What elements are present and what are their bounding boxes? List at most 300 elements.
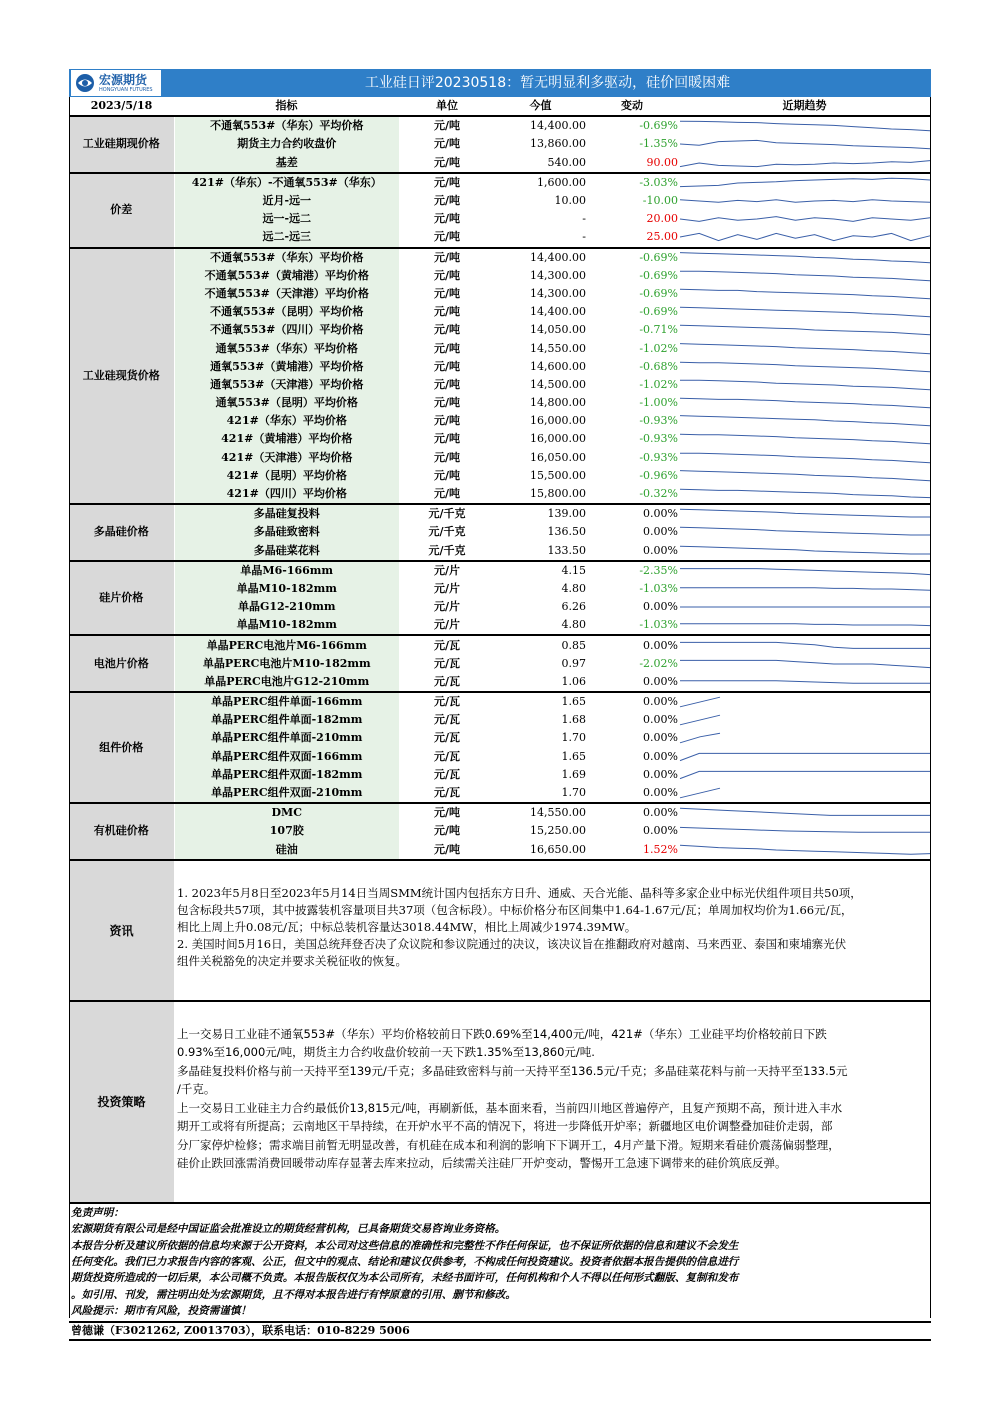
- table-row: [69, 449, 931, 467]
- sparkline-series: [680, 624, 930, 626]
- sparkline-chart: [678, 175, 931, 191]
- table-row: [69, 542, 931, 561]
- unit-cell: 元/吨: [433, 323, 461, 337]
- sparkline-series: [680, 178, 930, 186]
- unit-cell: 元/吨: [433, 842, 461, 856]
- indicator-name: 单晶PERC组件单面-166mm: [174, 692, 399, 711]
- indicator-name: 不通氧553#（天津港）平均价格: [174, 285, 399, 303]
- unit-cell: 元/瓦: [433, 713, 461, 727]
- indicator-name: 多晶硅复投料: [174, 504, 399, 523]
- trend-sparkline: [678, 822, 931, 840]
- value-cell: 136.50: [547, 525, 586, 539]
- table-row: [69, 376, 931, 394]
- sparkline-series: [680, 380, 930, 390]
- unit-cell: 元/瓦: [433, 749, 461, 763]
- value-cell: 4.15: [495, 561, 586, 580]
- change-cell: 0.00%: [586, 803, 678, 822]
- unit-cell: 元/吨: [433, 137, 461, 151]
- table-row: [69, 711, 931, 729]
- sparkline-chart: [678, 268, 931, 284]
- table-row: [69, 616, 931, 635]
- sparkline-series: [680, 715, 720, 725]
- value-cell: 1.69: [561, 767, 586, 781]
- unit-cell: 元/瓦: [433, 674, 461, 688]
- sparkline-series: [680, 470, 930, 480]
- indicator-name: 通氧553#（黄埔港）平均价格: [174, 358, 399, 376]
- change-cell: -1.00%: [639, 396, 678, 410]
- indicator-name: 单晶M10-182mm: [174, 616, 399, 635]
- unit-cell: 元/瓦: [399, 692, 495, 711]
- sparkline-chart: [678, 767, 931, 783]
- indicator-name: 不通氧553#（华东）平均价格: [174, 116, 399, 135]
- unit-cell: 元/瓦: [399, 635, 495, 654]
- news-section: [69, 859, 931, 1000]
- report-date: 2023/5/18: [69, 97, 174, 116]
- unit-cell: 元/片: [433, 600, 461, 614]
- table-row: [69, 523, 931, 541]
- sparkline-series: [680, 808, 930, 815]
- sparkline-chart: [678, 524, 931, 540]
- sparkline-chart: [678, 118, 931, 134]
- sparkline-series: [680, 845, 930, 854]
- unit-cell: 元/吨: [433, 341, 461, 355]
- sparkline-series: [680, 453, 930, 463]
- indicator-name: 通氧553#（昆明）平均价格: [174, 394, 399, 412]
- indicator-name: 单晶G12-210mm: [174, 598, 399, 616]
- value-cell: 15,250.00: [530, 824, 586, 838]
- change-cell: -0.69%: [639, 305, 678, 319]
- change-cell: -0.68%: [639, 359, 678, 373]
- indicator-name: 107胶: [174, 822, 399, 840]
- indicator-name: 不通氧553#（黄埔港）平均价格: [174, 267, 399, 285]
- indicator-name: 421#（华东）-不通氧553#（华东）: [174, 173, 399, 192]
- change-cell: 25.00: [646, 230, 678, 244]
- table-row: [69, 822, 931, 840]
- unit-cell: 元/吨: [433, 268, 461, 282]
- news-text: 1. 2023年5月8日至2023年5月14日当周SMM统计国内包括东方日升、通威、天合光能、晶科等多家企业中标光伏组件项目共50项， 包含标段共57项，其中披露装机容量项目共37项（包含标段）。中标价格分布区间集中1.64-1.67元/瓦；单周加权均价为1.66元/瓦， 相比上周上升0.08元/瓦；中标总装机容量达3018.44MW，相比上周减少1974.39MW。 2. 美国时间5月16日，美国总统拜登否决了众议院和参议院通过的决议，该决议旨在推翻政府对越南、马来西亚、泰国和柬埔寨光伏 组件关税豁免的决定并要求关税征收的恢复。: [177, 885, 862, 968]
- table-row: [69, 673, 931, 692]
- table-row: [69, 635, 931, 654]
- unit-cell: 元/吨: [433, 468, 461, 482]
- indicator-name: 单晶PERC组件单面-210mm: [174, 729, 399, 747]
- unit-column-header: 单位: [399, 97, 495, 116]
- sparkline-series: [680, 642, 930, 648]
- sparkline-chart: [678, 395, 931, 411]
- price-table: [69, 97, 931, 859]
- table-row: [69, 210, 931, 228]
- indicator-name: 近月-远一: [174, 192, 399, 210]
- indicator-column-header: 指标: [174, 97, 399, 116]
- unit-cell: 元/吨: [433, 824, 461, 838]
- change-cell: 0.00%: [643, 786, 678, 800]
- trend-sparkline: [678, 285, 931, 303]
- change-cell: 0.00%: [643, 824, 678, 838]
- value-cell: 1.06: [561, 674, 586, 688]
- trend-sparkline: [678, 394, 931, 412]
- unit-cell: 元/千克: [428, 543, 466, 557]
- value-cell: 1.68: [561, 713, 586, 727]
- trend-sparkline: [678, 485, 931, 504]
- sparkline-chart: [678, 749, 931, 765]
- trend-sparkline: [678, 616, 931, 635]
- category-label: 电池片价格: [69, 635, 174, 692]
- unit-cell: 元/吨: [433, 487, 461, 501]
- change-cell: -0.93%: [639, 450, 678, 464]
- value-cell: 14,400.00: [495, 116, 586, 135]
- sparkline-series: [680, 398, 930, 408]
- unit-cell: 元/吨: [399, 116, 495, 135]
- trend-sparkline: [678, 376, 931, 394]
- disclaimer-line: 宏源期货有限公司是经中国证监会批准设立的期货经营机构，已具备期货交易咨询业务资格。: [71, 1223, 506, 1236]
- trend-sparkline: [678, 192, 931, 210]
- disclaimer-line: 本报告分析及建议所依据的信息均来源于公开资料，本公司对这些信息的准确性和完整性不作任何保证，也不保证所依据的信息和建议不会发生: [71, 1239, 739, 1252]
- change-cell: -1.35%: [639, 137, 678, 151]
- unit-cell: 元/吨: [399, 173, 495, 192]
- sparkline-chart: [678, 617, 931, 633]
- trend-sparkline: [678, 673, 931, 692]
- sparkline-series: [680, 416, 930, 426]
- sparkline-chart: [678, 656, 931, 672]
- trend-sparkline: [678, 228, 931, 247]
- table-row: [69, 766, 931, 784]
- trend-sparkline: [678, 729, 931, 747]
- value-cell: 16,000.00: [530, 414, 586, 428]
- change-cell: -0.69%: [639, 268, 678, 282]
- logo-text: 宏源期货: [99, 72, 148, 87]
- sparkline-chart: [678, 543, 931, 559]
- sparkline-chart: [678, 694, 931, 710]
- unit-cell: 元/片: [433, 618, 461, 632]
- table-row: [69, 729, 931, 747]
- logo-emblem-icon: [74, 73, 96, 93]
- indicator-name: 421#（昆明）平均价格: [174, 467, 399, 485]
- table-row: [69, 321, 931, 339]
- trend-sparkline: [678, 766, 931, 784]
- table-row: [69, 303, 931, 321]
- change-cell: -0.93%: [639, 414, 678, 428]
- table-row: [69, 655, 931, 673]
- strategy-text: 上一交易日工业硅不通氧553#（华东）平均价格较前日下跌0.69%至14,400元/吨，421#（华东）工业硅平均价格较前日下跌 0.93%至16,000元/吨，期货主力合约收盘价较前一天下跌1.35%至13,860元/吨. 多晶硅复投料价格与前一天持平至139元/千克；多晶硅致密料与前一天持平至136.5元/千克；多晶硅菜花料与前一天持平至133.5元 /千克。 上一交易日工业硅主力合约最低价13,815元/吨，再刷新低，基本面来看，当前四川地区普遍停产，且复产预期不高，预计进入丰水 期开工或将有所提高；云南地区干旱持续，在开炉水平不高的情况下，将进一步降低开炉率；新疆地区电价调整叠加硅价走弱，部 分厂家停炉检修；需求端目前暂无明显改善，有机硅在成本和利润的影响下下调开工，4月产量下滑。短期来看硅价震荡偏弱整理， 硅价止跌回涨需消费回暖带动库存显著去库来拉动，后续需关注硅厂开炉变动，警惕开工急速下调带来的硅价筑底反弹。: [177, 1026, 848, 1171]
- trend-sparkline: [678, 267, 931, 285]
- disclaimer-line: 。如引用、刊发，需注明出处为宏源期货，且不得对本报告进行有悖原意的引用、删节和修改。: [71, 1288, 516, 1301]
- sparkline-series: [680, 788, 720, 798]
- table-row: [69, 228, 931, 247]
- disclaimer-line: 免责声明：: [71, 1206, 124, 1219]
- sparkline-chart: [678, 211, 931, 227]
- sparkline-series: [680, 660, 930, 667]
- category-label: 硅片价格: [69, 561, 174, 636]
- change-cell: 0.00%: [643, 749, 678, 763]
- trend-sparkline: [678, 412, 931, 430]
- category-label: 工业硅期现价格: [69, 116, 174, 173]
- change-cell: 90.00: [646, 155, 678, 169]
- trend-sparkline: [678, 248, 931, 267]
- value-cell: 1.70: [561, 731, 586, 745]
- sparkline-chart: [678, 341, 931, 357]
- indicator-name: 多晶硅菜花料: [174, 542, 399, 561]
- indicator-name: 421#（四川）平均价格: [174, 485, 399, 504]
- unit-cell: 元/瓦: [433, 731, 461, 745]
- sparkline-chart: [678, 842, 931, 858]
- sparkline-series: [680, 828, 930, 833]
- table-row: [69, 412, 931, 430]
- sparkline-series: [680, 681, 930, 683]
- change-cell: -0.69%: [639, 286, 678, 300]
- unit-cell: 元/吨: [433, 155, 461, 169]
- value-cell: 13,860.00: [530, 137, 586, 151]
- sparkline-series: [680, 697, 720, 707]
- unit-cell: 元/瓦: [433, 767, 461, 781]
- sparkline-series: [680, 528, 930, 536]
- sparkline-chart: [678, 431, 931, 447]
- sparkline-series: [680, 588, 930, 590]
- value-cell: 16,000.00: [530, 432, 586, 446]
- value-cell: 16,650.00: [530, 842, 586, 856]
- strategy-section: [69, 1000, 931, 1202]
- sparkline-series: [680, 435, 930, 445]
- sparkline-chart: [678, 638, 931, 654]
- value-cell: 4.80: [561, 581, 586, 595]
- sparkline-chart: [678, 359, 931, 375]
- table-row: [69, 580, 931, 598]
- unit-cell: 元/吨: [433, 305, 461, 319]
- sparkline-chart: [678, 450, 931, 466]
- indicator-name: 单晶M6-166mm: [174, 561, 399, 580]
- table-row: [69, 248, 931, 267]
- unit-cell: 元/吨: [433, 230, 461, 244]
- unit-cell: 元/吨: [399, 803, 495, 822]
- report-header: [69, 69, 931, 97]
- value-cell: 14,500.00: [530, 377, 586, 391]
- change-cell: -1.03%: [639, 618, 678, 632]
- value-cell: 10.00: [554, 194, 586, 208]
- unit-cell: 元/瓦: [433, 656, 461, 670]
- table-row: [69, 430, 931, 448]
- indicator-name: 单晶PERC电池片M6-166mm: [174, 635, 399, 654]
- indicator-name: 远二-远三: [174, 228, 399, 247]
- sparkline-series: [680, 307, 930, 317]
- sparkline-chart: [678, 581, 931, 597]
- disclaimer-line: 任何变化。我们已力求报告内容的客观、公正，但文中的观点、结论和建议仅供参考，不构成任何投资建议。投资者依据本报告提供的信息进行: [71, 1255, 739, 1268]
- news-label: 资讯: [69, 861, 174, 1000]
- category-label: 组件价格: [69, 692, 174, 803]
- change-cell: 0.00%: [643, 543, 678, 557]
- unit-cell: 元/片: [433, 581, 461, 595]
- indicator-name: 单晶PERC组件双面-166mm: [174, 748, 399, 766]
- change-cell: -0.71%: [639, 323, 678, 337]
- unit-cell: 元/吨: [433, 377, 461, 391]
- change-cell: -0.69%: [586, 248, 678, 267]
- table-row: [69, 598, 931, 616]
- sparkline-chart: [678, 286, 931, 302]
- trend-sparkline: [678, 154, 931, 173]
- change-cell: -10.00: [642, 194, 678, 208]
- unit-cell: 元/吨: [433, 396, 461, 410]
- indicator-name: 基差: [174, 154, 399, 173]
- change-cell: -1.03%: [639, 581, 678, 595]
- table-row: [69, 116, 931, 135]
- trend-sparkline: [678, 449, 931, 467]
- trend-column-header: 近期趋势: [678, 97, 931, 116]
- value-cell: 14,300.00: [530, 268, 586, 282]
- sparkline-series: [680, 489, 930, 497]
- sparkline-chart: [678, 599, 931, 615]
- indicator-name: 单晶M10-182mm: [174, 580, 399, 598]
- indicator-name: 421#（天津港）平均价格: [174, 449, 399, 467]
- unit-cell: 元/吨: [433, 432, 461, 446]
- sparkline-chart: [678, 229, 931, 245]
- strategy-label: 投资策略: [69, 1002, 174, 1202]
- sparkline-series: [680, 141, 930, 149]
- sparkline-series: [680, 234, 930, 241]
- category-label: 有机硅价格: [69, 803, 174, 859]
- change-cell: 0.00%: [643, 731, 678, 745]
- indicator-name: 通氧553#（华东）平均价格: [174, 339, 399, 357]
- indicator-name: 期货主力合约收盘价: [174, 135, 399, 153]
- change-cell: 20.00: [646, 212, 678, 226]
- trend-sparkline: [678, 467, 931, 485]
- value-cell: 16,050.00: [530, 450, 586, 464]
- value-cell: 1.65: [495, 692, 586, 711]
- trend-sparkline: [678, 116, 931, 135]
- sparkline-series: [680, 753, 930, 760]
- risk-warning: 风险提示：期市有风险，投资需谨慎！: [71, 1305, 252, 1318]
- trend-sparkline: [678, 210, 931, 228]
- value-cell: 14,600.00: [530, 359, 586, 373]
- value-cell: 1.65: [561, 749, 586, 763]
- indicator-name: 单晶PERC组件双面-210mm: [174, 784, 399, 803]
- sparkline-chart: [678, 712, 931, 728]
- change-cell: 0.00%: [586, 635, 678, 654]
- sparkline-chart: [678, 250, 931, 266]
- logo-subtext: HONGYUAN FUTURES: [99, 86, 153, 93]
- indicator-name: 单晶PERC组件单面-182mm: [174, 711, 399, 729]
- sparkline-series: [680, 568, 930, 574]
- sparkline-chart: [678, 377, 931, 393]
- indicator-name: 不通氧553#（华东）平均价格: [174, 248, 399, 267]
- change-cell: 0.00%: [643, 767, 678, 781]
- daily-report: [69, 69, 931, 1341]
- sparkline-chart: [678, 823, 931, 839]
- trend-sparkline: [678, 542, 931, 561]
- sparkline-series: [680, 121, 930, 131]
- sparkline-series: [680, 734, 720, 744]
- table-row: [69, 784, 931, 803]
- value-cell: 14,400.00: [530, 305, 586, 319]
- change-cell: 0.00%: [586, 504, 678, 523]
- indicator-name: 421#（华东）平均价格: [174, 412, 399, 430]
- sparkline-series: [680, 200, 930, 202]
- sparkline-series: [680, 343, 930, 353]
- unit-cell: 元/瓦: [433, 786, 461, 800]
- indicator-name: 远一-远二: [174, 210, 399, 228]
- table-row: [69, 154, 931, 173]
- value-cell: 139.00: [495, 504, 586, 523]
- table-row: [69, 267, 931, 285]
- indicator-name: 单晶PERC电池片G12-210mm: [174, 673, 399, 692]
- unit-cell: 元/吨: [433, 414, 461, 428]
- table-row: [69, 692, 931, 711]
- change-cell: -0.96%: [639, 468, 678, 482]
- value-cell: 0.97: [561, 656, 586, 670]
- indicator-name: 421#（黄埔港）平均价格: [174, 430, 399, 448]
- change-column-header: 变动: [586, 97, 678, 116]
- sparkline-chart: [678, 193, 931, 209]
- value-cell: 14,800.00: [530, 396, 586, 410]
- table-row: [69, 192, 931, 210]
- sparkline-series: [680, 362, 930, 372]
- table-row: [69, 339, 931, 357]
- value-column-header: 今值: [495, 97, 586, 116]
- sparkline-chart: [678, 155, 931, 171]
- trend-sparkline: [678, 430, 931, 448]
- indicator-name: 不通氧553#（昆明）平均价格: [174, 303, 399, 321]
- sparkline-chart: [678, 805, 931, 821]
- unit-cell: 元/片: [399, 561, 495, 580]
- unit-cell: 元/吨: [433, 359, 461, 373]
- table-row: [69, 285, 931, 303]
- trend-sparkline: [678, 339, 931, 357]
- table-header-row: [69, 97, 931, 116]
- trend-sparkline: [678, 803, 931, 822]
- table-row: [69, 173, 931, 192]
- disclaimer-line: 期货投资所造成的一切后果，本公司概不负责。本报告版权仅为本公司所有，未经书面许可，任何机构和个人不得以任何形式翻版、复制和发布: [71, 1272, 739, 1285]
- value-cell: 15,800.00: [530, 487, 586, 501]
- trend-sparkline: [678, 523, 931, 541]
- sparkline-chart: [678, 136, 931, 152]
- sparkline-chart: [678, 468, 931, 484]
- change-cell: 0.00%: [586, 692, 678, 711]
- value-cell: 14,550.00: [495, 803, 586, 822]
- disclaimer: [69, 1202, 931, 1323]
- unit-cell: 元/千克: [428, 525, 466, 539]
- table-row: [69, 358, 931, 376]
- unit-cell: 元/吨: [433, 450, 461, 464]
- change-cell: -0.32%: [639, 487, 678, 501]
- sparkline-chart: [678, 413, 931, 429]
- indicator-name: 不通氧553#（四川）平均价格: [174, 321, 399, 339]
- value-cell: -: [582, 230, 586, 244]
- unit-cell: 元/吨: [433, 194, 461, 208]
- sparkline-chart: [678, 304, 931, 320]
- unit-cell: 元/吨: [433, 212, 461, 226]
- value-cell: 14,050.00: [530, 323, 586, 337]
- sparkline-series: [680, 546, 930, 554]
- value-cell: 133.50: [547, 543, 586, 557]
- trend-sparkline: [678, 711, 931, 729]
- value-cell: 14,400.00: [495, 248, 586, 267]
- indicator-name: 单晶PERC电池片M10-182mm: [174, 655, 399, 673]
- value-cell: 14,300.00: [530, 286, 586, 300]
- sparkline-series: [680, 271, 930, 281]
- sparkline-chart: [678, 563, 931, 579]
- report-title: 工业硅日评20230518：暂无明显利多驱动，硅价回暖困难: [364, 75, 731, 91]
- trend-sparkline: [678, 321, 931, 339]
- sparkline-chart: [678, 322, 931, 338]
- table-row: [69, 485, 931, 504]
- trend-sparkline: [678, 784, 931, 803]
- change-cell: 0.00%: [643, 674, 678, 688]
- trend-sparkline: [678, 303, 931, 321]
- sparkline-series: [680, 217, 930, 222]
- sparkline-series: [680, 289, 930, 299]
- sparkline-series: [680, 771, 930, 778]
- sparkline-series: [680, 252, 930, 262]
- value-cell: -: [582, 212, 586, 226]
- trend-sparkline: [678, 358, 931, 376]
- sparkline-series: [680, 326, 930, 336]
- trend-sparkline: [678, 504, 931, 523]
